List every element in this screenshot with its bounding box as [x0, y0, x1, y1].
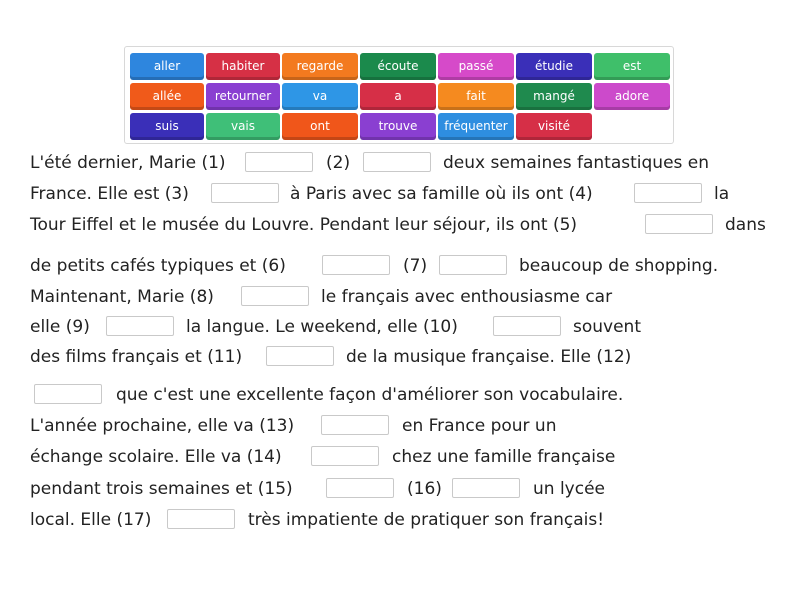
text-segment: France. Elle est (3): [30, 184, 189, 204]
text-segment: pendant trois semaines et (15): [30, 479, 293, 499]
answer-blank-9[interactable]: [106, 316, 174, 336]
text-segment: souvent: [573, 317, 641, 337]
text-segment: elle (9): [30, 317, 90, 337]
word-chip-aller[interactable]: aller: [130, 53, 204, 80]
text-segment: très impatiente de pratiquer son français!: [248, 510, 605, 530]
answer-blank-2[interactable]: [363, 152, 431, 172]
text-line: [0, 181, 800, 209]
word-chip-ont[interactable]: ont: [282, 113, 358, 140]
text-line: [0, 253, 800, 281]
word-chip-etudie[interactable]: étudie: [516, 53, 592, 80]
word-chip-retourner[interactable]: retourner: [206, 83, 280, 110]
text-segment: L'été dernier, Marie (1): [30, 153, 226, 173]
word-chip-fait[interactable]: fait: [438, 83, 514, 110]
word-chip-habiter[interactable]: habiter: [206, 53, 280, 80]
text-segment: de petits cafés typiques et (6): [30, 256, 286, 276]
text-line: [0, 476, 800, 504]
word-chip-trouve[interactable]: trouve: [360, 113, 436, 140]
answer-blank-11[interactable]: [266, 346, 334, 366]
text-segment: (7): [403, 256, 428, 276]
text-segment: Maintenant, Marie (8): [30, 287, 214, 307]
text-line: [0, 413, 800, 441]
text-line: [0, 314, 800, 342]
word-chip-ecoute[interactable]: écoute: [360, 53, 436, 80]
answer-blank-3[interactable]: [211, 183, 279, 203]
answer-blank-13[interactable]: [321, 415, 389, 435]
text-segment: en France pour un: [402, 416, 557, 436]
text-segment: à Paris avec sa famille où ils ont (4): [290, 184, 593, 204]
text-segment: beaucoup de shopping.: [519, 256, 719, 276]
text-line: [0, 284, 800, 312]
text-segment: la langue. Le weekend, elle (10): [186, 317, 458, 337]
text-segment: que c'est une excellente façon d'améliorer son vocabulaire.: [116, 385, 624, 405]
answer-blank-7[interactable]: [439, 255, 507, 275]
answer-blank-6[interactable]: [322, 255, 390, 275]
text-line: [0, 382, 800, 410]
text-segment: échange scolaire. Elle va (14): [30, 447, 282, 467]
answer-blank-5[interactable]: [645, 214, 713, 234]
word-chip-visite[interactable]: visité: [516, 113, 592, 140]
word-chip-va[interactable]: va: [282, 83, 358, 110]
word-chip-vais[interactable]: vais: [206, 113, 280, 140]
answer-blank-4[interactable]: [634, 183, 702, 203]
text-line: [0, 444, 800, 472]
text-segment: un lycée: [533, 479, 606, 499]
word-chip-suis[interactable]: suis: [130, 113, 204, 140]
text-segment: chez une famille française: [392, 447, 616, 467]
word-chip-allee[interactable]: allée: [130, 83, 204, 110]
text-segment: dans: [725, 215, 766, 235]
text-segment: deux semaines fantastiques en: [443, 153, 710, 173]
answer-blank-12[interactable]: [34, 384, 102, 404]
answer-blank-8[interactable]: [241, 286, 309, 306]
text-line: [0, 507, 800, 535]
answer-blank-10[interactable]: [493, 316, 561, 336]
text-segment: (16): [407, 479, 442, 499]
word-chip-frequenter[interactable]: fréquenter: [438, 113, 514, 140]
word-chip-a[interactable]: a: [360, 83, 436, 110]
text-segment: des films français et (11): [30, 347, 243, 367]
text-line: [0, 344, 800, 372]
text-segment: (2): [326, 153, 351, 173]
text-line: [0, 150, 800, 178]
word-chip-mange[interactable]: mangé: [516, 83, 592, 110]
answer-blank-17[interactable]: [167, 509, 235, 529]
word-bank: [124, 46, 674, 144]
word-chip-regarde[interactable]: regarde: [282, 53, 358, 80]
text-segment: la: [714, 184, 730, 204]
word-chip-adore[interactable]: adore: [594, 83, 670, 110]
answer-blank-15[interactable]: [326, 478, 394, 498]
answer-blank-16[interactable]: [452, 478, 520, 498]
answer-blank-14[interactable]: [311, 446, 379, 466]
text-segment: local. Elle (17): [30, 510, 152, 530]
answer-blank-1[interactable]: [245, 152, 313, 172]
text-line: [0, 212, 800, 240]
text-segment: L'année prochaine, elle va (13): [30, 416, 295, 436]
word-chip-passe[interactable]: passé: [438, 53, 514, 80]
text-segment: le français avec enthousiasme car: [321, 287, 613, 307]
text-segment: de la musique française. Elle (12): [346, 347, 632, 367]
word-chip-est[interactable]: est: [594, 53, 670, 80]
text-segment: Tour Eiffel et le musée du Louvre. Pendant leur séjour, ils ont (5): [30, 215, 578, 235]
